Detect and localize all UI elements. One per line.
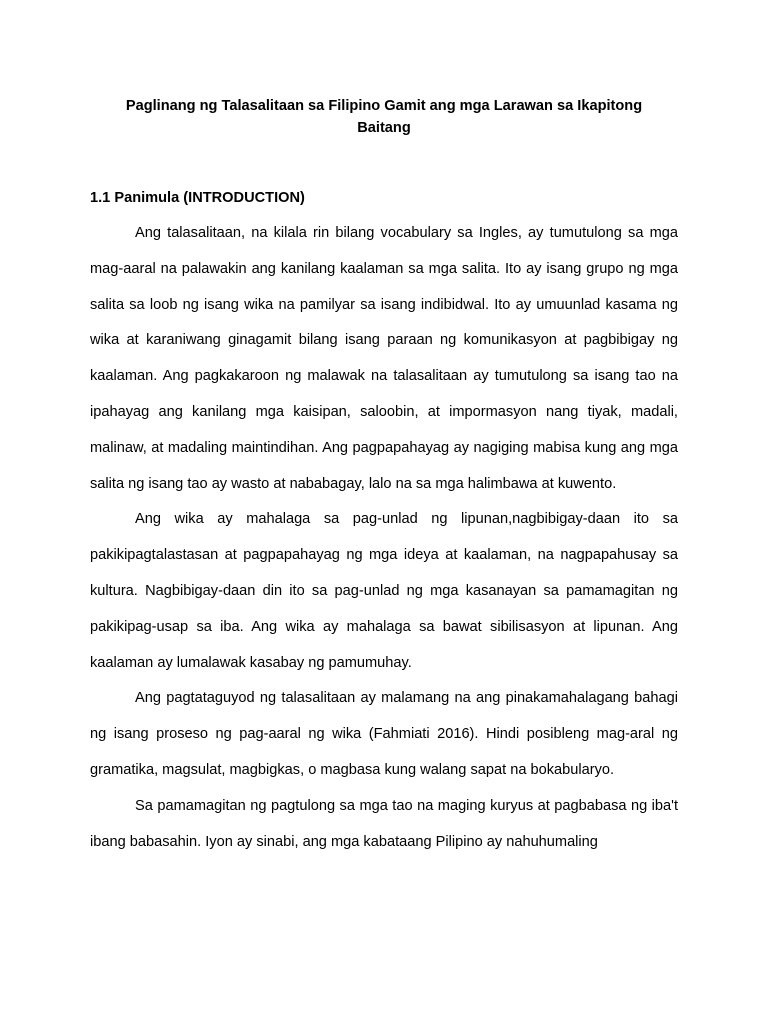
paragraph-1: Ang talasalitaan, na kilala rin bilang vocabulary sa Ingles, ay tumutulong sa mga mag-aaral na palawakin ang kanilang kaalaman sa mga salita. Ito ay isang grupo ng mga salita sa loob ng isang wika na pamilyar sa isang indibidwal. Ito ay umuunlad kasama ng wika at karaniwang ginagamit bilang isang paraan ng komunikasyon at pagbibigay ng kaalaman. Ang pagkakaroon ng malawak na talasalitaan ay tumutulong sa isang tao na ipahayag ang kanilang mga kaisipan, saloobin, at impormasyon nang tiyak, madali, malinaw, at madaling maintindihan. Ang pagpapahayag ay nagiging mabisa kung ang mga salita ng isang tao ay wasto at nababagay, lalo na sa mga halimbawa at kuwento. [90,225,678,492]
paragraph-3: Ang pagtataguyod ng talasalitaan ay malamang na ang pinakamahalagang bahagi ng isang proseso ng pag-aaral ng wika (Fahmiati 2016). Hindi posibleng mag-aral ng gramatika, magsulat, magbigkas, o magbasa kung walang sapat na bokabularyo. [90,690,678,778]
section-heading: 1.1 Panimula (INTRODUCTION) [90,190,305,206]
paragraph-4: Sa pamamagitan ng pagtulong sa mga tao na maging kuryus at pagbabasa ng iba't ibang babasahin. Iyon ay sinabi, ang mga kabataang Pilipino ay nahuhumaling [90,797,678,850]
document-page [90,0,678,1024]
paragraph-2: Ang wika ay mahalaga sa pag-unlad ng lipunan,nagbibigay-daan ito sa pakikipagtalastasan at pagpapahayag ng mga ideya at kaalaman, na nagpapahusay sa kultura. Nagbibigay-daan din ito sa pag-unlad ng mga kasanayan sa pamamagitan ng pakikipag-usap sa iba. Ang wika ay mahalaga sa bawat sibilisasyon at lipunan. Ang kaalaman ay lumalawak kasabay ng pamumuhay. [90,511,678,671]
document-title: Paglinang ng Talasalitaan sa Filipino Gamit ang mga Larawan sa Ikapitong Baitang [125,98,643,136]
